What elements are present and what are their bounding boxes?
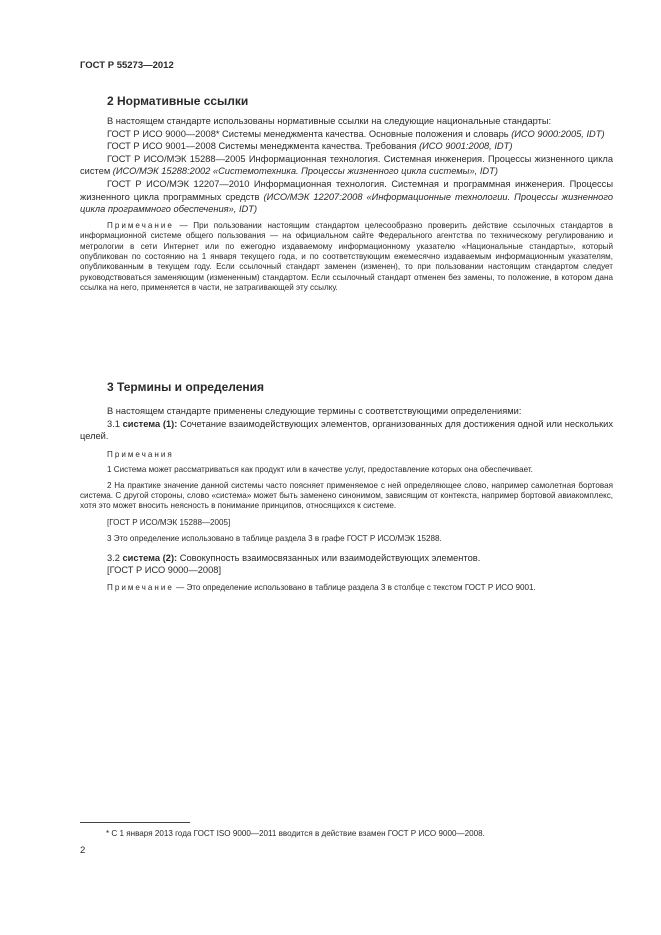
section-2-title: 2 Нормативные ссылки bbox=[107, 94, 249, 108]
footnote-divider bbox=[80, 822, 190, 823]
ref-item: ГОСТ Р ИСО/МЭК 15288—2005 Информационная технология. Системная инженерия. Процессы жизненного цикла систем (ИСО/МЭК 15288:2002 «Системотехника. Процессы жизненного цикла системы», IDT) bbox=[80, 153, 613, 177]
note-2: 2 На практике значение данной системы часто поясняет применяемое с ней определяющее слово, например самолетная бортовая система. С другой стороны, слово «система» может быть заменено синонимом, зависящим от контекста, например бортовой авиакомплекс, хотя это может вносить неясность в понимание принципов, относящихся к системе. bbox=[80, 480, 613, 511]
note-1: 1 Система может рассматриваться как продукт или в качестве услуг, предоставление которых она обеспечивает. bbox=[107, 465, 533, 475]
section-3-intro: В настоящем стандарте применены следующие термины с соответствующими определениями: bbox=[107, 406, 522, 416]
section-3-body bbox=[80, 405, 613, 593]
ref-item: ГОСТ Р ИСО 9001—2008 Системы менеджмента качества. Требования (ИСО 9001:2008, IDT) bbox=[107, 141, 513, 152]
section-2-note: Примечание — При пользовании настоящим стандартом целесообразно проверить действие ссылочных стандартов в информационной системе общего пользования — на официальном сайте Федерального агентства по техническому регулированию и метрологии в сети Интернет или по ежегодно издаваемому информационному указателю «Национальные стандарты», который опубликован по состоянию на 1 января текущего года, и по соответствующим ежемесячно издаваемым информационным указателям, опубликованным в текущем году. Если ссылочный стандарт заменен (изменен), то при пользовании настоящим стандартом следует руководствоваться заменяющим (измененным) стандартом. Если ссылочный стандарт отменен без замены, то положение, в котором дана ссылка на него, применяется в части, не затрагивающей эту ссылку. bbox=[80, 220, 613, 293]
notes-label: Примечания bbox=[107, 449, 174, 459]
section-2-body bbox=[80, 115, 613, 294]
term-3-2: 3.2 система (2): Совокупность взаимосвязанных или взаимодействующих элементов. bbox=[107, 552, 481, 563]
section-3-title: 3 Термины и определения bbox=[107, 380, 265, 394]
section-2-intro: В настоящем стандарте использованы нормативные ссылки на следующие национальные стандарты: bbox=[107, 116, 552, 126]
source-ref-1: [ГОСТ Р ИСО/МЭК 15288—2005] bbox=[107, 517, 231, 527]
ref-item: ГОСТ Р ИСО/МЭК 12207—2010 Информационная технология. Системная и программная инженерия. Процессы жизненного цикла программных средств (ИСО/МЭК 12207:2008 «Информационные технологии. Процессы жизненного цикла программного обеспечения», IDT) bbox=[80, 178, 613, 215]
source-ref-2: [ГОСТ Р ИСО 9000—2008] bbox=[107, 565, 222, 576]
footnote: * С 1 января 2013 года ГОСТ ISO 9000—2011 вводится в действие взамен ГОСТ Р ИСО 9000—2008. bbox=[106, 829, 485, 838]
term-3-1: 3.1 система (1): Сочетание взаимодействующих элементов, организованных для достижения одной или нескольких целей. bbox=[80, 418, 613, 442]
note-4: Примечание — Это определение использовано в таблице раздела 3 в столбце с текстом ГОСТ Р ИСО 9001. bbox=[107, 582, 536, 592]
note-3: 3 Это определение использовано в таблице раздела 3 в графе ГОСТ Р ИСО/МЭК 15288. bbox=[107, 534, 442, 544]
ref-item: ГОСТ Р ИСО 9000—2008* Системы менеджмента качества. Основные положения и словарь (ИСО 9000:2005, IDT) bbox=[107, 128, 605, 139]
page-number: 2 bbox=[80, 845, 86, 856]
document-header: ГОСТ Р 55273—2012 bbox=[80, 60, 174, 71]
